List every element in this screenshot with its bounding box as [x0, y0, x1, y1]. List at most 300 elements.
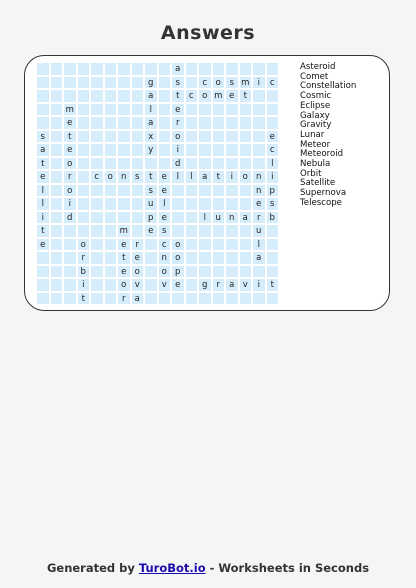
- grid-cell: [104, 251, 118, 265]
- grid-cell: [252, 62, 266, 76]
- turobot-link[interactable]: TuroBot.io: [138, 561, 206, 575]
- grid-cell: s: [266, 197, 280, 211]
- grid-cell: n: [117, 170, 131, 184]
- grid-cell: [117, 143, 131, 157]
- grid-cell: [158, 62, 172, 76]
- grid-cell: g: [144, 76, 158, 90]
- grid-cell: [239, 184, 253, 198]
- grid-cell: s: [131, 170, 145, 184]
- word-list-item: Supernova: [300, 188, 347, 199]
- word-list-item: Telescope: [300, 197, 342, 208]
- grid-cell: [50, 238, 64, 252]
- grid-cell: [131, 224, 145, 238]
- grid-cell: [252, 143, 266, 157]
- grid-cell: [239, 62, 253, 76]
- grid-cell: o: [77, 238, 91, 252]
- grid-cell: [212, 238, 226, 252]
- grid-cell: l: [144, 103, 158, 117]
- grid-cell: i: [77, 278, 91, 292]
- grid-cell: c: [158, 238, 172, 252]
- grid-cell: [50, 116, 64, 130]
- grid-cell: [77, 184, 91, 198]
- grid-cell: [131, 89, 145, 103]
- grid-cell: [185, 224, 199, 238]
- grid-cell: [239, 238, 253, 252]
- grid-cell: [158, 89, 172, 103]
- grid-cell: [77, 89, 91, 103]
- grid-cell: [104, 130, 118, 144]
- grid-cell: [90, 238, 104, 252]
- grid-cell: [252, 130, 266, 144]
- grid-cell: [212, 224, 226, 238]
- grid-cell: [198, 265, 212, 279]
- grid-cell: [144, 251, 158, 265]
- grid-cell: o: [171, 130, 185, 144]
- grid-cell: o: [63, 184, 77, 198]
- grid-cell: [212, 265, 226, 279]
- grid-cell: e: [158, 211, 172, 225]
- grid-cell: [90, 251, 104, 265]
- grid-cell: [90, 103, 104, 117]
- grid-cell: [50, 130, 64, 144]
- grid-cell: [131, 76, 145, 90]
- grid-cell: o: [171, 238, 185, 252]
- grid-cell: o: [171, 251, 185, 265]
- grid-cell: [77, 224, 91, 238]
- grid-cell: [63, 278, 77, 292]
- grid-cell: [158, 157, 172, 171]
- grid-cell: [185, 238, 199, 252]
- word-list-item: Orbit: [300, 168, 322, 179]
- grid-cell: t: [63, 130, 77, 144]
- grid-cell: [171, 197, 185, 211]
- grid-cell: [63, 238, 77, 252]
- grid-cell: [104, 184, 118, 198]
- grid-cell: [36, 116, 50, 130]
- grid-cell: [50, 103, 64, 117]
- grid-cell: s: [158, 224, 172, 238]
- grid-cell: [104, 292, 118, 306]
- grid-cell: r: [252, 211, 266, 225]
- grid-cell: e: [171, 278, 185, 292]
- grid-cell: [185, 103, 199, 117]
- grid-cell: [131, 130, 145, 144]
- grid-cell: [185, 197, 199, 211]
- grid-cell: c: [198, 76, 212, 90]
- grid-cell: [104, 89, 118, 103]
- grid-cell: [50, 157, 64, 171]
- grid-cell: i: [252, 76, 266, 90]
- grid-cell: [171, 292, 185, 306]
- grid-cell: [117, 62, 131, 76]
- grid-cell: [63, 76, 77, 90]
- grid-cell: [266, 116, 280, 130]
- grid-cell: t: [212, 170, 226, 184]
- grid-cell: e: [144, 224, 158, 238]
- grid-cell: [225, 265, 239, 279]
- grid-cell: [36, 103, 50, 117]
- grid-cell: o: [158, 265, 172, 279]
- grid-cell: p: [266, 184, 280, 198]
- word-search-grid: [36, 62, 279, 305]
- word-list-item: Satellite: [300, 178, 336, 189]
- grid-cell: [50, 292, 64, 306]
- grid-cell: [104, 278, 118, 292]
- grid-cell: y: [144, 143, 158, 157]
- grid-cell: [225, 238, 239, 252]
- grid-cell: i: [36, 211, 50, 225]
- grid-cell: [212, 197, 226, 211]
- grid-cell: t: [36, 157, 50, 171]
- grid-cell: l: [36, 197, 50, 211]
- word-list-item: Galaxy: [300, 110, 330, 121]
- grid-cell: t: [239, 89, 253, 103]
- grid-cell: i: [171, 143, 185, 157]
- grid-cell: [266, 224, 280, 238]
- grid-cell: [198, 130, 212, 144]
- word-list-item: Meteor: [300, 139, 331, 150]
- grid-cell: [198, 197, 212, 211]
- grid-cell: [90, 143, 104, 157]
- grid-cell: e: [252, 197, 266, 211]
- grid-cell: [50, 170, 64, 184]
- word-list-item: Lunar: [300, 129, 325, 140]
- grid-cell: v: [239, 278, 253, 292]
- grid-cell: i: [63, 197, 77, 211]
- grid-cell: [158, 76, 172, 90]
- grid-cell: v: [158, 278, 172, 292]
- grid-cell: t: [36, 224, 50, 238]
- grid-cell: [239, 157, 253, 171]
- grid-cell: c: [266, 143, 280, 157]
- grid-cell: n: [158, 251, 172, 265]
- grid-cell: [198, 116, 212, 130]
- grid-cell: [117, 76, 131, 90]
- grid-cell: [239, 130, 253, 144]
- grid-cell: [77, 103, 91, 117]
- grid-cell: [185, 143, 199, 157]
- grid-cell: n: [252, 184, 266, 198]
- grid-cell: o: [104, 170, 118, 184]
- grid-cell: [212, 184, 226, 198]
- grid-cell: r: [63, 170, 77, 184]
- grid-cell: [144, 265, 158, 279]
- grid-cell: n: [225, 211, 239, 225]
- grid-cell: a: [131, 292, 145, 306]
- grid-cell: [239, 103, 253, 117]
- grid-cell: [225, 197, 239, 211]
- grid-cell: [185, 157, 199, 171]
- grid-cell: [212, 251, 226, 265]
- grid-cell: [90, 292, 104, 306]
- grid-cell: [171, 184, 185, 198]
- grid-cell: [198, 62, 212, 76]
- footer-suffix: - Worksheets in Seconds: [205, 561, 370, 575]
- grid-cell: l: [266, 157, 280, 171]
- grid-cell: l: [185, 170, 199, 184]
- grid-cell: a: [144, 89, 158, 103]
- grid-cell: b: [77, 265, 91, 279]
- grid-cell: a: [239, 211, 253, 225]
- grid-cell: a: [252, 251, 266, 265]
- grid-cell: [90, 184, 104, 198]
- grid-cell: [104, 143, 118, 157]
- grid-cell: t: [144, 170, 158, 184]
- grid-cell: [104, 197, 118, 211]
- grid-cell: [36, 89, 50, 103]
- grid-cell: n: [252, 170, 266, 184]
- grid-cell: o: [117, 278, 131, 292]
- grid-cell: p: [144, 211, 158, 225]
- grid-cell: r: [77, 251, 91, 265]
- grid-cell: [36, 62, 50, 76]
- grid-cell: r: [131, 238, 145, 252]
- word-list-item: Eclipse: [300, 100, 331, 111]
- grid-cell: [252, 103, 266, 117]
- grid-cell: [185, 292, 199, 306]
- grid-cell: [212, 130, 226, 144]
- grid-cell: [185, 211, 199, 225]
- grid-cell: [239, 116, 253, 130]
- grid-cell: d: [63, 211, 77, 225]
- grid-cell: [77, 130, 91, 144]
- grid-cell: [117, 103, 131, 117]
- grid-cell: e: [131, 251, 145, 265]
- grid-cell: [225, 292, 239, 306]
- grid-cell: [158, 103, 172, 117]
- word-list: [300, 63, 356, 209]
- grid-cell: [198, 238, 212, 252]
- grid-cell: [90, 278, 104, 292]
- grid-cell: [50, 184, 64, 198]
- grid-cell: [185, 62, 199, 76]
- grid-cell: [50, 211, 64, 225]
- grid-cell: [198, 184, 212, 198]
- grid-cell: [252, 157, 266, 171]
- grid-cell: [252, 265, 266, 279]
- grid-cell: e: [117, 238, 131, 252]
- grid-cell: [104, 224, 118, 238]
- grid-cell: [144, 292, 158, 306]
- grid-cell: [185, 251, 199, 265]
- grid-cell: m: [63, 103, 77, 117]
- grid-cell: [185, 116, 199, 130]
- grid-cell: x: [144, 130, 158, 144]
- grid-cell: [117, 184, 131, 198]
- grid-cell: [63, 89, 77, 103]
- grid-cell: i: [252, 278, 266, 292]
- word-list-item: Meteoroid: [300, 149, 344, 160]
- grid-cell: c: [185, 89, 199, 103]
- grid-cell: [239, 292, 253, 306]
- grid-cell: [225, 251, 239, 265]
- grid-cell: m: [212, 89, 226, 103]
- grid-cell: e: [36, 238, 50, 252]
- word-list-item: Asteroid: [300, 62, 336, 72]
- grid-cell: a: [144, 116, 158, 130]
- grid-cell: m: [239, 76, 253, 90]
- grid-cell: g: [198, 278, 212, 292]
- grid-cell: [90, 76, 104, 90]
- grid-cell: [225, 130, 239, 144]
- grid-cell: [50, 197, 64, 211]
- grid-cell: [212, 103, 226, 117]
- grid-cell: v: [131, 278, 145, 292]
- grid-cell: [131, 143, 145, 157]
- grid-cell: [117, 89, 131, 103]
- grid-cell: [77, 211, 91, 225]
- grid-cell: l: [252, 238, 266, 252]
- grid-cell: [131, 197, 145, 211]
- grid-cell: c: [266, 76, 280, 90]
- grid-cell: s: [36, 130, 50, 144]
- grid-cell: i: [266, 170, 280, 184]
- grid-cell: [50, 62, 64, 76]
- word-list-item: Cosmic: [300, 91, 332, 102]
- grid-cell: [63, 224, 77, 238]
- grid-cell: [117, 157, 131, 171]
- grid-cell: [252, 292, 266, 306]
- word-list-item: Constellation: [300, 81, 357, 92]
- footer-prefix: Generated by: [46, 561, 139, 575]
- word-list-item: Comet: [300, 71, 329, 82]
- grid-cell: d: [171, 157, 185, 171]
- grid-cell: t: [117, 251, 131, 265]
- grid-cell: [90, 62, 104, 76]
- grid-cell: [266, 62, 280, 76]
- grid-cell: t: [171, 89, 185, 103]
- grid-cell: e: [63, 116, 77, 130]
- grid-cell: e: [158, 184, 172, 198]
- grid-cell: [104, 62, 118, 76]
- grid-cell: [212, 292, 226, 306]
- grid-cell: [144, 278, 158, 292]
- grid-cell: a: [36, 143, 50, 157]
- grid-cell: [144, 157, 158, 171]
- grid-cell: [36, 278, 50, 292]
- grid-cell: t: [266, 278, 280, 292]
- grid-cell: [63, 251, 77, 265]
- grid-cell: e: [63, 143, 77, 157]
- grid-cell: [77, 143, 91, 157]
- grid-cell: [252, 116, 266, 130]
- grid-cell: a: [198, 170, 212, 184]
- grid-cell: [104, 76, 118, 90]
- grid-cell: l: [198, 211, 212, 225]
- grid-cell: [63, 265, 77, 279]
- grid-cell: [266, 103, 280, 117]
- grid-cell: [266, 251, 280, 265]
- grid-cell: [90, 89, 104, 103]
- grid-cell: [266, 89, 280, 103]
- grid-cell: [131, 184, 145, 198]
- grid-cell: [198, 224, 212, 238]
- grid-cell: [158, 143, 172, 157]
- grid-cell: t: [77, 292, 91, 306]
- grid-cell: [90, 197, 104, 211]
- grid-cell: [225, 116, 239, 130]
- grid-cell: [131, 62, 145, 76]
- grid-cell: [212, 62, 226, 76]
- grid-cell: b: [266, 211, 280, 225]
- grid-cell: [77, 62, 91, 76]
- word-list-item: Gravity: [300, 120, 332, 131]
- grid-cell: [185, 76, 199, 90]
- grid-cell: [131, 103, 145, 117]
- grid-cell: u: [212, 211, 226, 225]
- grid-cell: [266, 238, 280, 252]
- grid-cell: m: [117, 224, 131, 238]
- grid-cell: p: [171, 265, 185, 279]
- grid-cell: [77, 157, 91, 171]
- grid-cell: [144, 62, 158, 76]
- grid-cell: e: [117, 265, 131, 279]
- grid-cell: r: [212, 278, 226, 292]
- grid-cell: [50, 265, 64, 279]
- grid-cell: [50, 143, 64, 157]
- grid-cell: [77, 116, 91, 130]
- grid-cell: [117, 116, 131, 130]
- grid-cell: [239, 143, 253, 157]
- grid-cell: o: [63, 157, 77, 171]
- grid-cell: [90, 224, 104, 238]
- grid-cell: [239, 251, 253, 265]
- grid-cell: o: [212, 76, 226, 90]
- grid-cell: [198, 157, 212, 171]
- grid-cell: [198, 292, 212, 306]
- grid-cell: [36, 76, 50, 90]
- grid-cell: [198, 143, 212, 157]
- grid-cell: r: [171, 116, 185, 130]
- grid-cell: [77, 76, 91, 90]
- grid-cell: [90, 157, 104, 171]
- grid-cell: [225, 224, 239, 238]
- grid-cell: e: [171, 103, 185, 117]
- grid-cell: [104, 103, 118, 117]
- grid-cell: [171, 211, 185, 225]
- grid-cell: e: [36, 170, 50, 184]
- grid-cell: [212, 143, 226, 157]
- grid-cell: [185, 278, 199, 292]
- grid-cell: [158, 130, 172, 144]
- grid-cell: a: [225, 278, 239, 292]
- grid-cell: [50, 251, 64, 265]
- grid-cell: l: [36, 184, 50, 198]
- grid-cell: [266, 265, 280, 279]
- grid-cell: [225, 184, 239, 198]
- grid-cell: [239, 265, 253, 279]
- grid-cell: [185, 265, 199, 279]
- grid-cell: [171, 224, 185, 238]
- grid-cell: [225, 143, 239, 157]
- grid-cell: [50, 224, 64, 238]
- grid-cell: [144, 238, 158, 252]
- grid-cell: e: [158, 170, 172, 184]
- grid-cell: [239, 224, 253, 238]
- grid-cell: [185, 184, 199, 198]
- grid-cell: [90, 265, 104, 279]
- page-title: Answers: [160, 22, 256, 44]
- grid-cell: [131, 116, 145, 130]
- grid-cell: [158, 116, 172, 130]
- grid-cell: [50, 76, 64, 90]
- grid-cell: [50, 89, 64, 103]
- grid-cell: l: [171, 170, 185, 184]
- grid-cell: [90, 116, 104, 130]
- grid-cell: u: [144, 197, 158, 211]
- grid-cell: [225, 157, 239, 171]
- grid-cell: [117, 130, 131, 144]
